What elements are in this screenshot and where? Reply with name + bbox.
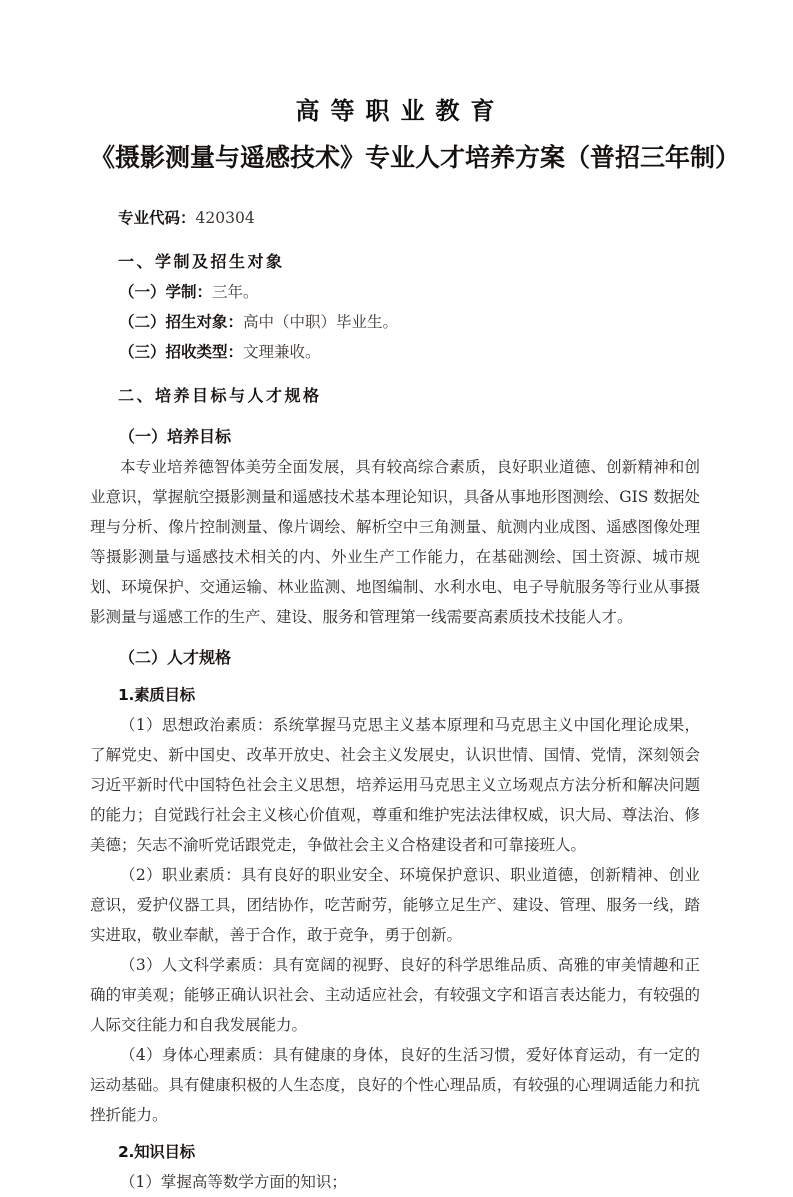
section-heading-2: 二、培养目标与人才规格 — [118, 386, 322, 406]
page-title-sub: 《摄影测量与遥感技术》专业人才培养方案（普招三年制） — [90, 143, 741, 173]
page-title-main: 高等职业教育 — [295, 97, 506, 125]
zhaosheng-duixiang-label: （二）招生对象： — [119, 312, 244, 332]
zhaosheng-duixiang-value: 高中（中职）毕业生。 — [243, 313, 399, 332]
paragraph-quality-3: （3）人文科学素质：具有宽阔的视野、良好的科学思维品质、高雅的审美情趣和正确的审美观；能够正确认识社会、主动适应社会，有较强文字和语言表达能力，有较强的人际交往能力和自我发展能力。 — [90, 956, 700, 1035]
subsection-heading-zhishi-mubiao: 2.知识目标 — [118, 1143, 195, 1162]
major-code-label: 专业代码： — [118, 208, 196, 228]
paragraph-training-objective: 本专业培养德智体美劳全面发展，具有较高综合素质，良好职业道德、创新精神和创业意识，掌握航空摄影测量和遥感技术基本理论知识，具备从事地形图测绘、GIS 数据处理与分析、像片控制测量、像片调绘、解析空中三角测量、航测内业成图、遥感图像处理等摄影测量与遥感技术相关的内、外业生产工作能力，在基础测绘、国土资源、城市规划、环境保护、交通运输、林业监测、地图编制、水利水电、电子导航服务等行业从事摄影测量与遥感工作的生产、建设、服务和管理第一线需要高素质技术技能人才。 — [90, 458, 700, 627]
subsection-heading-suzhi-mubiao: 1.素质目标 — [118, 686, 195, 705]
section-heading-1: 一、学制及招生对象 — [118, 252, 285, 272]
paragraph-quality-2: （2）职业素质：具有良好的职业安全、环境保护意识、职业道德，创新精神、创业意识，爱护仪器工具，团结协作，吃苦耐劳，能够立足生产、建设、管理、服务一线，踏实进取，敬业奉献，善于合作，敢于竞争，勇于创新。 — [90, 866, 700, 945]
xuezhi-value: 三年。 — [212, 283, 259, 302]
major-code-line — [90, 203, 700, 233]
list-item-xuezhi — [90, 277, 700, 307]
zhaoshou-leixing-value: 文理兼收。 — [243, 343, 321, 362]
list-item-zhaosheng-duixiang — [90, 307, 700, 337]
paragraph-quality-4: （4）身体心理素质：具有健康的身体，良好的生活习惯，爱好体育运动，有一定的运动基础。具有健康积极的人生态度，良好的个性心理品质，有较强的心理调适能力和抗挫折能力。 — [90, 1046, 700, 1125]
major-code-value: 420304 — [195, 209, 255, 228]
paragraph-quality-1: （1）思想政治素质：系统掌握马克思主义基本原理和马克思主义中国化理论成果，了解党史、新中国史、改革开放史、社会主义发展史，认识世情、国情、党情，深刻领会习近平新时代中国特色社会主义思想，培养运用马克思主义立场观点方法分析和解决问题的能力；自觉践行社会主义核心价值观，尊重和维护宪法法律权威，识大局、尊法治、修美德；矢志不渝听党话跟党走，争做社会主义合格建设者和可靠接班人。 — [90, 716, 700, 855]
zhaoshou-leixing-label: （三）招收类型： — [119, 342, 244, 362]
subsection-heading-rencai-guige: （二）人才规格 — [119, 648, 232, 668]
list-item-zhaoshou-leixing — [90, 337, 700, 367]
paragraph-knowledge-1: （1）掌握高等数学方面的知识； — [120, 1173, 347, 1192]
subsection-heading-peiyang-mubiao: （一）培养目标 — [119, 427, 232, 447]
xuezhi-label: （一）学制： — [119, 282, 213, 302]
